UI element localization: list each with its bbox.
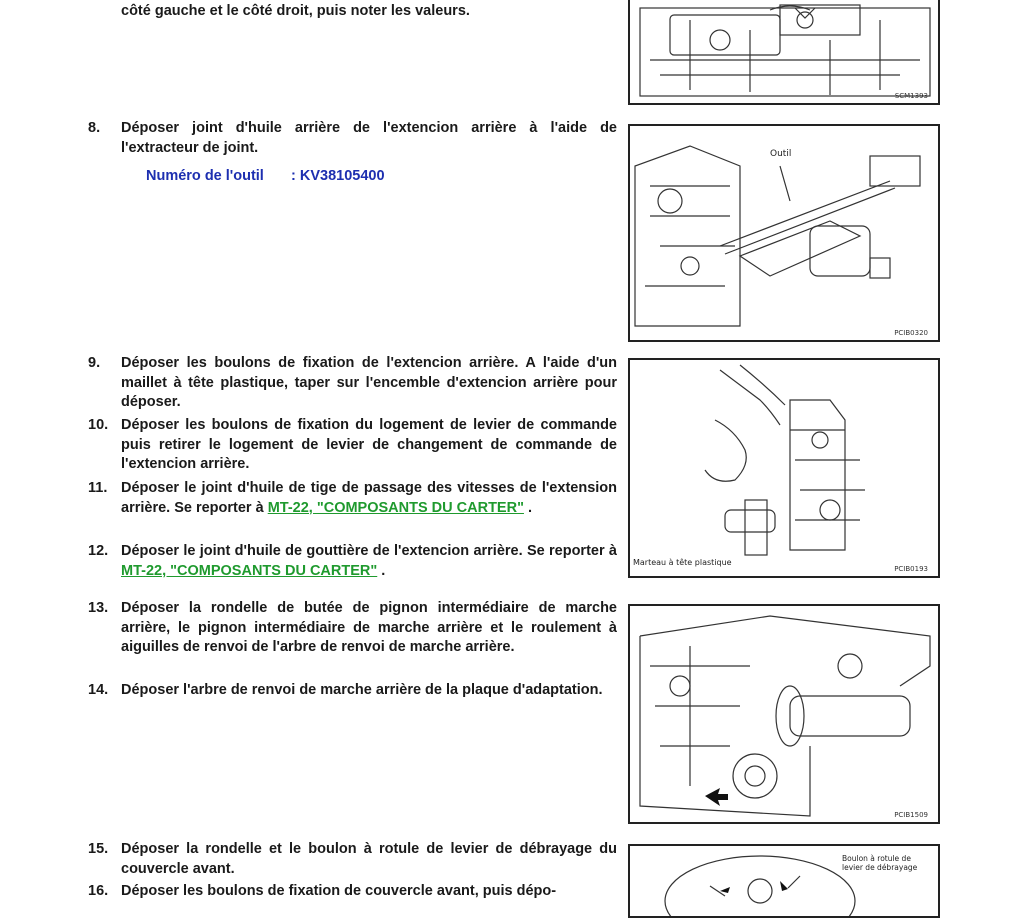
figure-seal-puller: Outil PCIB0320: [628, 124, 940, 342]
step-text: Déposer l'arbre de renvoi de marche arrière de la plaque d'adaptation.: [121, 682, 603, 698]
step-number: 15.: [88, 841, 109, 857]
step-text: Déposer les boulons de fixation du logement de levier de commande puis retirer le logement de levier de changement de commande de l'extencion arrière.: [121, 417, 617, 472]
step-text: Déposer le joint d'huile de tige de passage des vitesses de l'extension arrière. Se reporter à: [121, 480, 617, 516]
step-number: 13.: [88, 600, 109, 616]
reverse-idler-illustration: [630, 606, 938, 822]
step-number: 9.: [88, 355, 101, 371]
step-text: Déposer les boulons de fixation de couvercle avant, puis dépo-: [121, 883, 557, 899]
lever-bolt-callout: Boulon à rotule de levier de débrayage: [842, 854, 918, 872]
mallet-callout: Marteau à tête plastique: [633, 558, 732, 567]
figure-measurement: SCM1393: [628, 0, 940, 105]
step-number: 11.: [88, 480, 108, 496]
step-text: Déposer joint d'huile arrière de l'extencion arrière à l'aide de l'extracteur de joint.: [121, 120, 617, 156]
transmission-illustration: [630, 0, 938, 103]
step-text: Déposer la rondelle de butée de pignon intermédiaire de marche arrière, le pignon intermédiaire de marche arrière et le roulement à aiguilles de renvoi de l'arbre de renvoi de marche arrière.: [121, 600, 617, 655]
step-number: 12.: [88, 543, 109, 559]
figure-release-lever: [628, 844, 940, 918]
figure-mallet: Marteau à tête plastique PCIB0193: [628, 358, 940, 578]
composants-carter-link[interactable]: MT-22, "COMPOSANTS DU CARTER": [121, 562, 378, 579]
step-number: 14.: [88, 682, 109, 698]
step-text: Déposer le joint d'huile de gouttière de l'extencion arrière. Se reporter à: [121, 543, 617, 559]
step-text: Déposer les boulons de fixation de l'extencion arrière. A l'aide d'un maillet à tête plastique, taper sur l'encemble d'extencion arrière pour déposer.: [121, 355, 617, 410]
step-number: 8.: [88, 120, 101, 136]
mallet-illustration: [630, 360, 938, 576]
figure-reverse-idler: PCIB1509: [628, 604, 940, 824]
tool-callout: Outil: [770, 149, 792, 159]
step-number: 10.: [88, 417, 109, 433]
tool-value: : KV38105400: [291, 168, 385, 184]
step-text: Déposer la rondelle et le boulon à rotule de levier de débrayage du couvercle avant.: [121, 841, 617, 877]
step-number: 16.: [88, 883, 109, 899]
composants-carter-link[interactable]: MT-22, "COMPOSANTS DU CARTER": [267, 499, 524, 516]
tool-label: Numéro de l'outil: [146, 168, 264, 184]
